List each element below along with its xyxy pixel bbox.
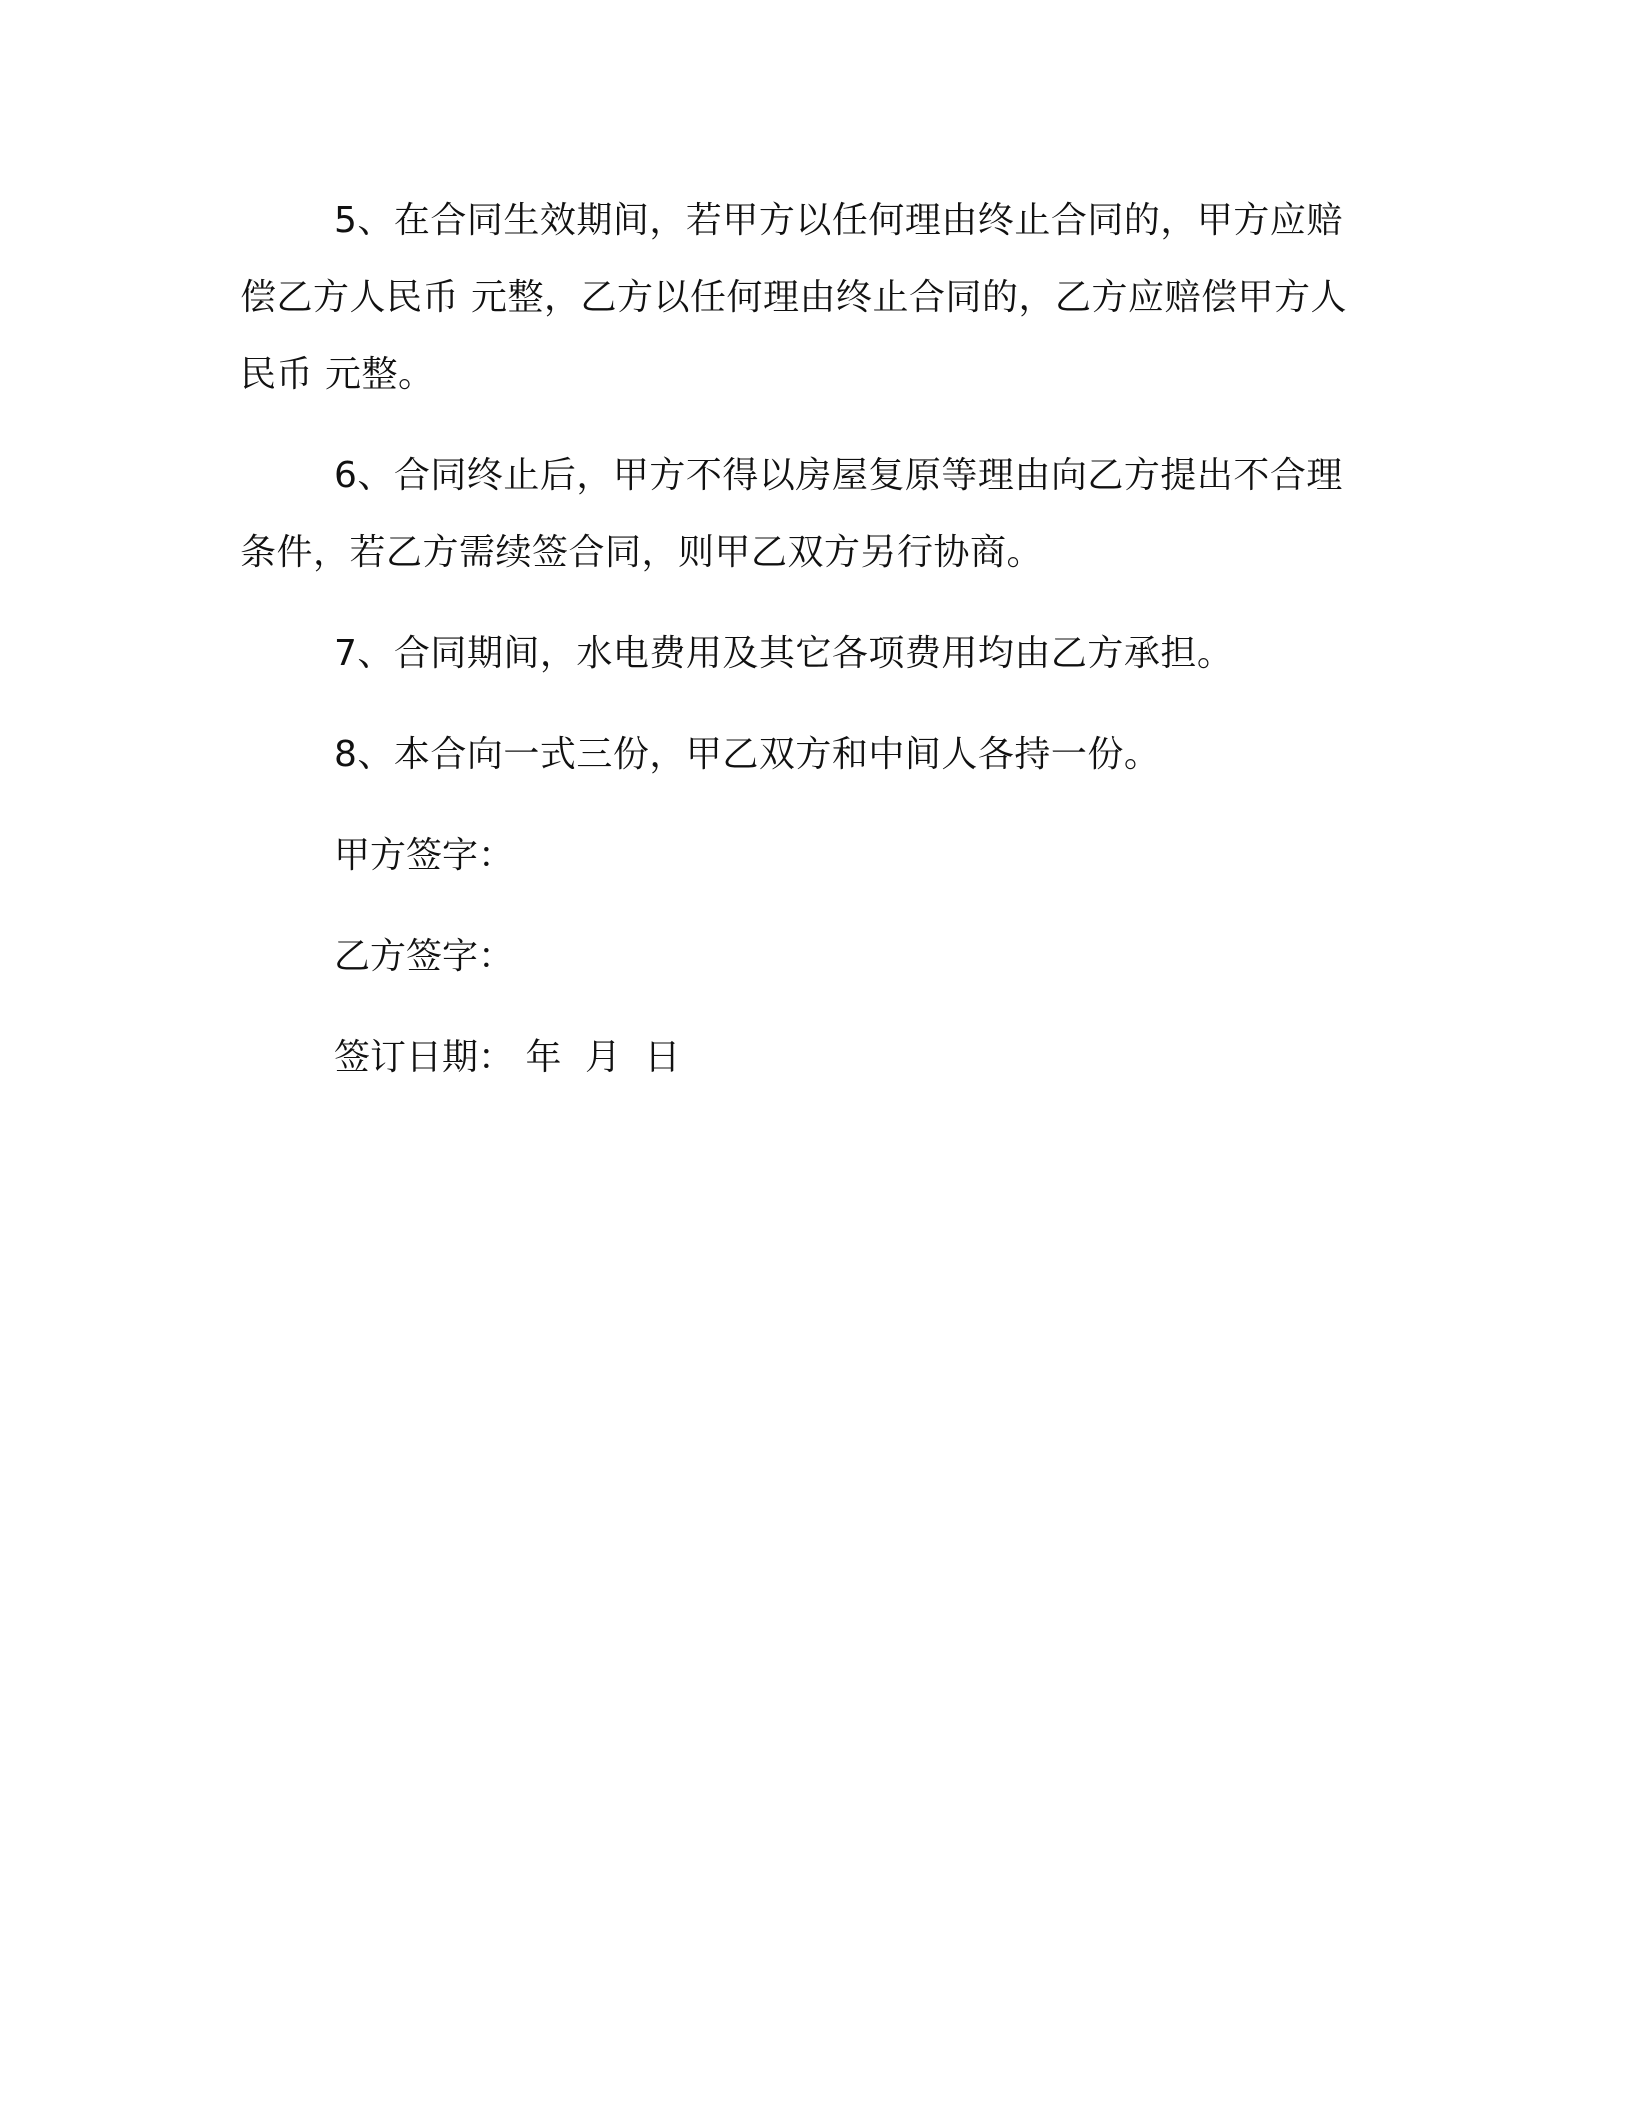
clause-7: 7、合同期间，水电费用及其它各项费用均由乙方承担。 (334, 633, 1234, 674)
signing-date-label: 签订日期： (334, 1037, 515, 1078)
date-year: 年 (525, 1037, 562, 1078)
party-a-signature (240, 817, 1360, 894)
date-day: 日 (644, 1037, 681, 1078)
clause-5: 5、在合同生效期间，若甲方以任何理由终止合同的，甲方应赔偿乙方人民币 元整，乙方以任何理由终止合同的，乙方应赔偿甲方人民币 元整。 (240, 200, 1347, 395)
party-b-signature-label: 乙方签字： (334, 936, 515, 977)
party-b-signature (240, 918, 1360, 995)
clause-8: 8、本合向一式三份，甲乙双方和中间人各持一份。 (334, 734, 1161, 775)
clause-6: 6、合同终止后，甲方不得以房屋复原等理由向乙方提出不合理条件，若乙方需续签合同，则甲乙双方另行协商。 (240, 455, 1343, 573)
date-month: 月 (584, 1037, 621, 1078)
party-a-signature-label: 甲方签字： (334, 835, 515, 876)
signing-date-fields (525, 1037, 680, 1078)
signing-date (240, 1019, 1360, 1096)
document-body (240, 182, 1360, 1096)
